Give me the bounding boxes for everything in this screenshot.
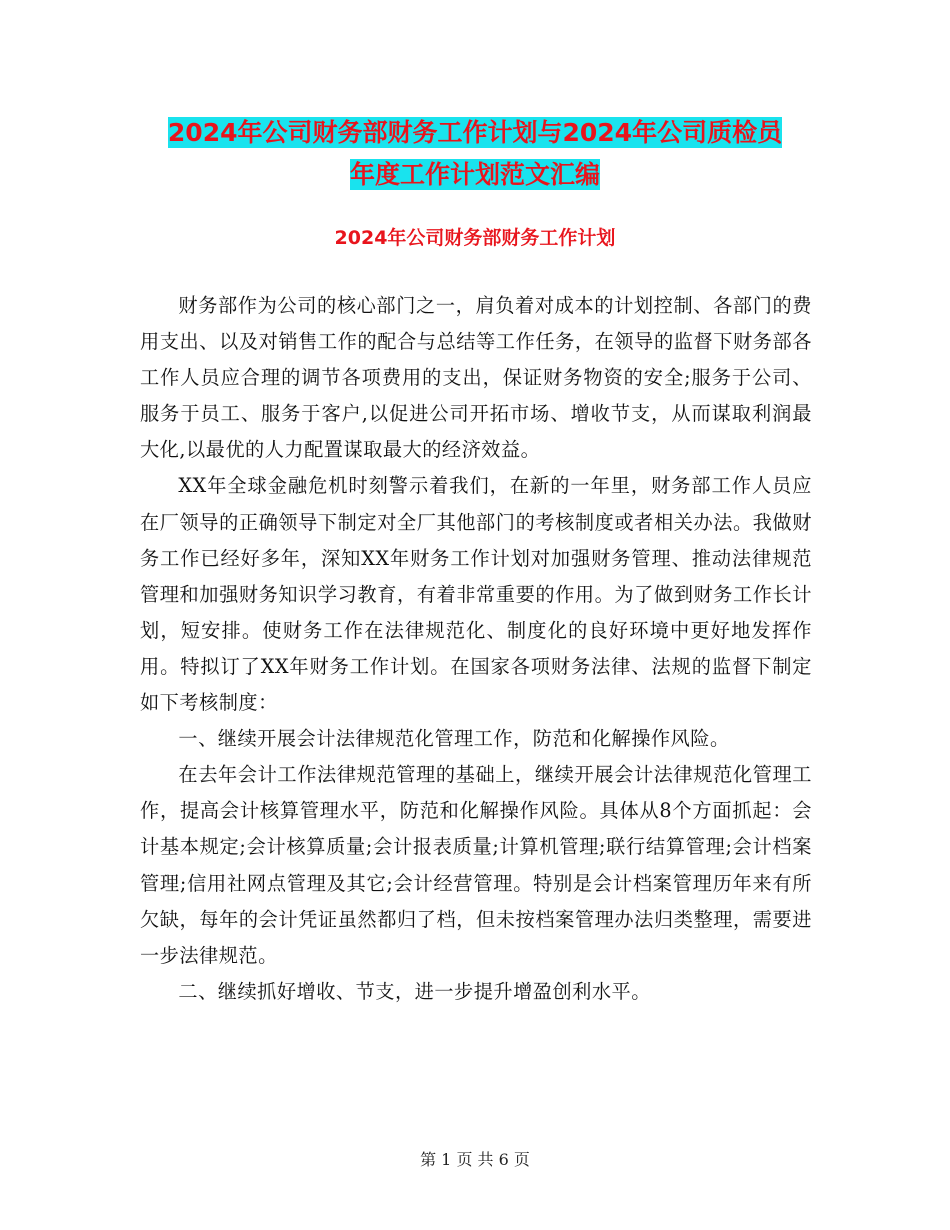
document-title-line-1: 2024年公司财务部财务工作计划与2024年公司质检员: [167, 118, 783, 147]
paragraph-3-heading: 一、继续开展会计法律规范化管理工作，防范和化解操作风险。: [178, 727, 730, 751]
paragraph-2: XX年全球金融危机时刻警示着我们，在新的一年里，财务部工作人员应在厂领导的正确领导下制定对全厂其他部门的考核制度或者相关办法。我做财务工作已经好多年，深知XX年财务工作计划对加强财务管理、推动法律规范管理和加强财务知识学习教育，有着非常重要的作用。为了做到财务工作长计划，短安排。使财务工作在法律规范化、制度化的良好环境中更好地发挥作用。特拟订了XX年财务工作计划。在国家各项财务法律、法规的监督下制定如下考核制度：: [140, 474, 812, 715]
paragraph-5-heading: 二、继续抓好增收、节支，进一步提升增盈创利水平。: [178, 979, 651, 1003]
document-title: [140, 112, 810, 196]
paragraph-4: 在去年会计工作法律规范管理的基础上，继续开展会计法律规范化管理工作，提高会计核算管理水平，防范和化解操作风险。具体从8个方面抓起：会计基本规定;会计核算质量;会计报表质量;计算机管理;联行结算管理;会计档案管理;信用社网点管理及其它;会计经营管理。特别是会计档案管理历年来有所欠缺，每年的会计凭证虽然都归了档，但未按档案管理办法归类整理，需要进一步法律规范。: [140, 763, 812, 967]
section-title: 2024年公司财务部财务工作计划: [334, 227, 616, 249]
paragraph-1: 财务部作为公司的核心部门之一，肩负着对成本的计划控制、各部门的费用支出、以及对销售工作的配合与总结等工作任务，在领导的监督下财务部各工作人员应合理的调节各项费用的支出，保证财务物资的安全;服务于公司、服务于员工、服务于客户,以促进公司开拓市场、增收节支，从而谋取利润最大化,以最优的人力配置谋取最大的经济效益。: [140, 294, 812, 462]
document-title-line-2: 年度工作计划范文汇编: [349, 160, 600, 189]
page-number-footer: 第 1 页 共 6 页: [420, 1150, 530, 1169]
document-body: [140, 288, 812, 1010]
